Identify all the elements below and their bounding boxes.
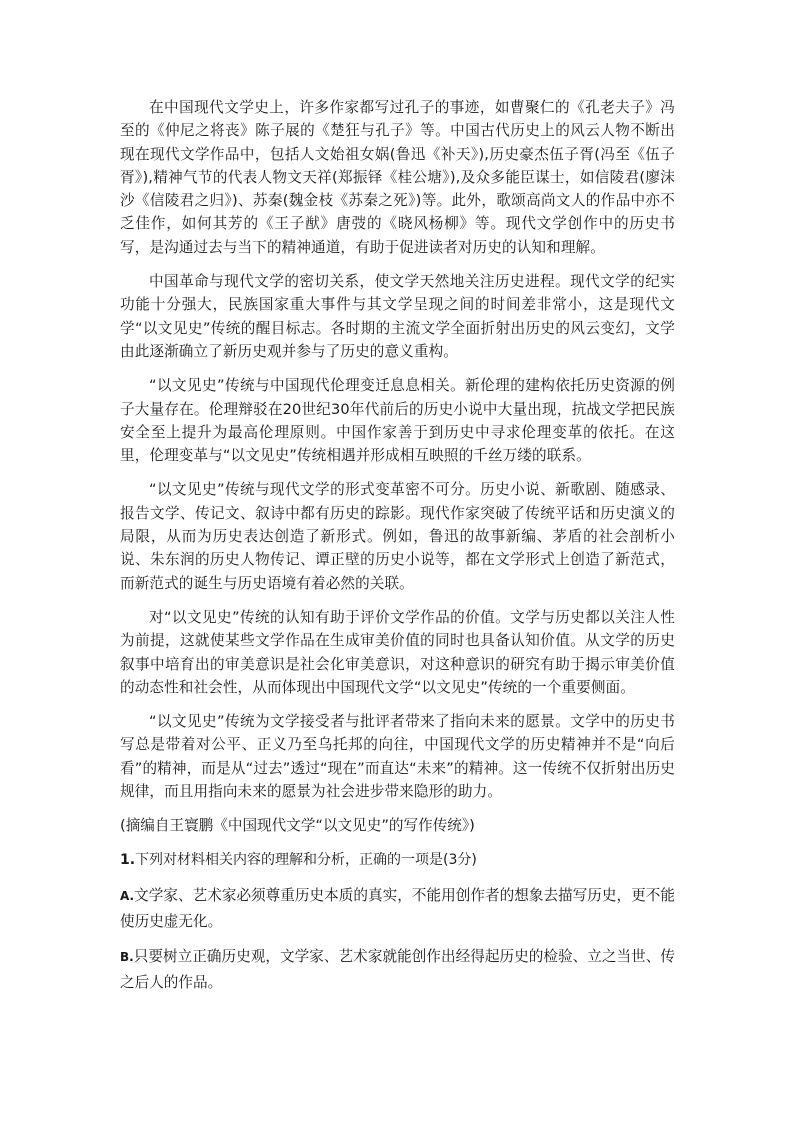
paragraph-2: 中国革命与现代文学的密切关系，使文学天然地关注历史进程。现代文学的纪实功能十分强大，民族国家重大事件与其文学呈现之间的时间差非常小，这是现代文学“以文见史”传统的醒目标志。各时期的主流文学全面折射出历史的风云变幻，文学由此逐渐确立了新历史观并参与了历史的意义重构。 bbox=[120, 273, 675, 360]
option-a-text: 文学家、艺术家必须尊重历史本质的真实，不能用创作者的想象去描写历史，更不能使历史虚无化。 bbox=[120, 886, 675, 930]
paragraph-5: 对“以文见史”传统的认知有助于评价文学作品的价值。文学与历史都以关注人性为前提，这就使某些文学作品在生成审美价值的同时也具备认知价值。从文学的历史叙事中培育出的审美意识是社会化审美意识，对这种意识的研究有助于揭示审美价值的动态性和社会性，从而体现出中国现代文学“以文见史”传统的一个重要侧面。 bbox=[120, 608, 675, 696]
option-a-letter: A. bbox=[120, 888, 135, 903]
question-text: 下列对材料相关内容的理解和分析，正确的一项是(3分) bbox=[135, 851, 477, 868]
option-a bbox=[120, 883, 675, 935]
question-number: 1. bbox=[120, 851, 136, 868]
option-b-text: 只要树立正确历史观，文学家、艺术家就能创作出经得起历史的检验、立之当世、传之后人的作品。 bbox=[120, 947, 675, 991]
paragraph-3: “以文见史”传统与中国现代伦理变迁息息相关。新伦理的建构依托历史资源的例子大量存在。伦理辩驳在20世纪30年代前后的历史小说中大量出现，抗战文学把民族安全至上提升为最高伦理原则。中国作家善于到历史中寻求伦理变革的依托。在这里，伦理变革与“以文见史”传统相遇并形成相互映照的千丝万缕的联系。 bbox=[120, 377, 675, 465]
paragraph-4: “以文见史”传统与现代文学的形式变革密不可分。历史小说、新歌剧、随感录、报告文学、传记文、叙诗中都有历史的踪影。现代作家突破了传统平话和历史演义的局限，从而为历史表达创造了新形式。例如，鲁迅的故事新编、茅盾的社会剖析小说、朱东润的历史人物传记、谭正壁的历史小说等，都在文学形式上创造了新范式，而新范式的诞生与历史语境有着必然的关联。 bbox=[120, 481, 675, 592]
document-body bbox=[120, 96, 675, 1005]
option-b bbox=[120, 944, 675, 996]
paragraph-6: “以文见史”传统为文学接受者与批评者带来了指向未来的愿景。文学中的历史书写总是带着对公平、正义乃至乌托邦的向往，中国现代文学的历史精神并不是“向后看”的精神，而是从“过去”透过“现在”而直达“未来”的精神。这一传统不仅折射出历史规律，而且用指向未来的愿景为社会进步带来隐形的助力。 bbox=[120, 713, 675, 801]
source-citation: (摘编自王寰鹏《中国现代文学“以文见史”的写作传统》) bbox=[120, 817, 475, 835]
option-b-letter: B. bbox=[120, 949, 134, 964]
paragraph-1: 在中国现代文学史上，许多作家都写过孔子的事迹，如曹聚仁的《孔老夫子》冯至的《仲尼之将丧》陈子展的《楚狂与孔子》等。中国古代历史上的风云人物不断出现在现代文学作品中，包括人文始祖女娲(鲁迅《补天》),历史豪杰伍子胥(冯至《伍子胥》),精神气节的代表人物文天祥(郑振铎《桂公塘》),及众多能臣谋士，如信陵君(廖沫沙《信陵君之归》)、苏秦(魏金枝《苏秦之死》)等。此外，歌颂高尚文人的作品中亦不乏佳作，如何其芳的《王子猷》唐弢的《晓风杨柳》等。现代文学创作中的历史书写，是沟通过去与当下的精神通道，有助于促进读者对历史的认知和理解。 bbox=[120, 99, 675, 256]
question-1 bbox=[120, 849, 675, 872]
